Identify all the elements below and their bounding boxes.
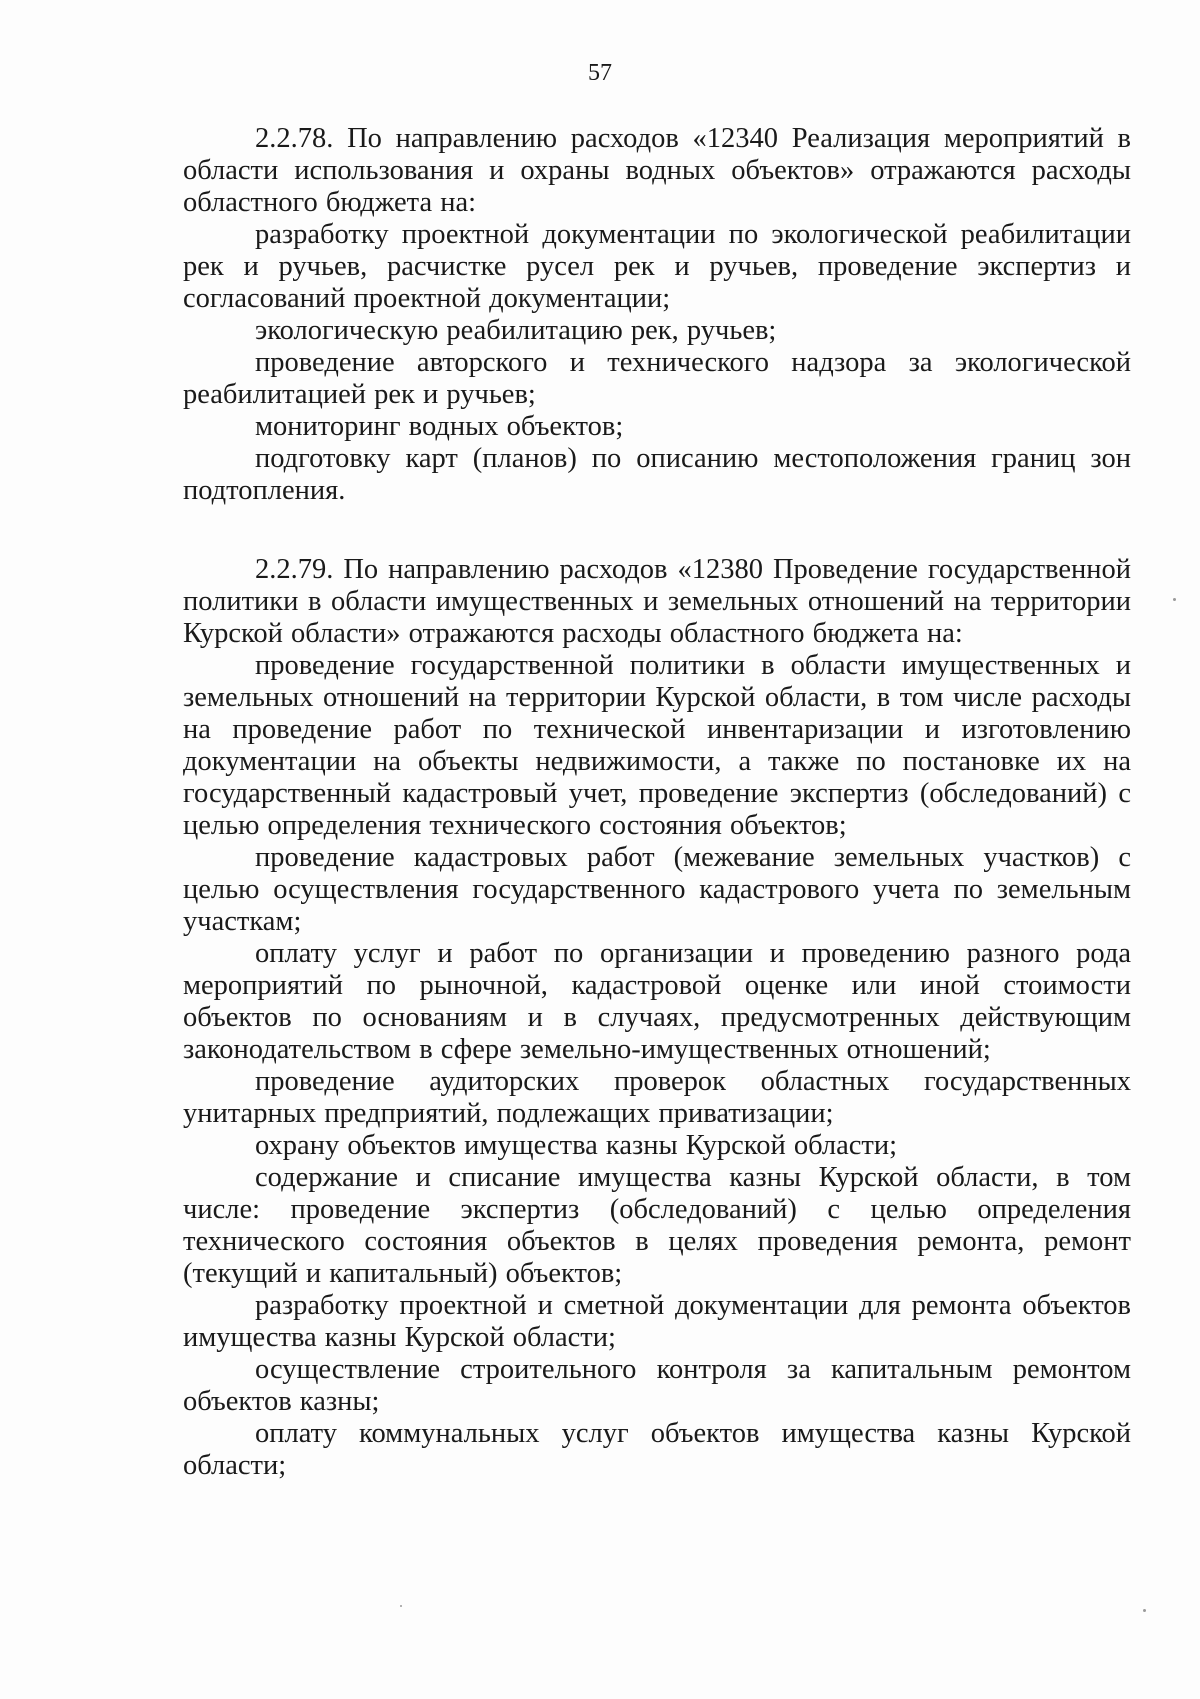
scan-speck [1173, 598, 1176, 601]
document-body [183, 123, 1131, 1482]
section-heading-paragraph: 2.2.78. По направлению расходов «12340 Реализация мероприятий в области использования и охраны водных объектов» отражаются расходы областного бюджета на: [183, 123, 1131, 218]
list-item: охрану объектов имущества казны Курской области; [255, 1130, 898, 1161]
scan-speck [400, 1605, 402, 1607]
list-item: осуществление строительного контроля за капитальным ремонтом объектов казны; [183, 1354, 1131, 1417]
list-item: проведение государственной политики в области имущественных и земельных отношений на территории Курской области, в том числе расходы на проведение работ по технической инвентаризации и изготовлению документации на объекты недвижимости, а также по постановке их на государственный кадастровый учет, проведение экспертиз (обследований) с целью определения технического состояния объектов; [183, 650, 1131, 841]
list-item: подготовку карт (планов) по описанию местоположения границ зон подтопления. [183, 443, 1131, 506]
section-2-2-78 [183, 123, 1131, 507]
list-item: оплату услуг и работ по организации и проведению разного рода мероприятий по рыночной, кадастровой оценке или иной стоимости объектов по основаниям и в случаях, предусмотренных действующим законодательством в сфере земельно-имущественных отношений; [183, 938, 1131, 1065]
section-heading-paragraph: 2.2.79. По направлению расходов «12380 Проведение государственной политики в области имущественных и земельных отношений на территории Курской области» отражаются расходы областного бюджета на: [183, 554, 1131, 649]
scan-speck [1143, 1609, 1146, 1612]
list-item: разработку проектной документации по экологической реабилитации рек и ручьев, расчистке русел рек и ручьев, проведение экспертиз и согласований проектной документации; [183, 219, 1131, 314]
section-2-2-79 [183, 554, 1131, 1482]
list-item: оплату коммунальных услуг объектов имущества казны Курской области; [183, 1418, 1131, 1481]
list-item: проведение аудиторских проверок областных государственных унитарных предприятий, подлежащих приватизации; [183, 1066, 1131, 1129]
page-number: 57 [588, 60, 612, 86]
list-item: содержание и списание имущества казны Курской области, в том числе: проведение экспертиз (обследований) с целью определения технического состояния объектов в целях проведения ремонта, ремонт (текущий и капитальный) объектов; [183, 1162, 1131, 1289]
list-item: мониторинг водных объектов; [255, 411, 624, 442]
list-item: проведение кадастровых работ (межевание земельных участков) с целью осуществления государственного кадастрового учета по земельным участкам; [183, 842, 1131, 937]
list-item: разработку проектной и сметной документации для ремонта объектов имущества казны Курской области; [183, 1290, 1131, 1353]
section-gap [183, 507, 1131, 554]
list-item: экологическую реабилитацию рек, ручьев; [255, 315, 777, 346]
list-item: проведение авторского и технического надзора за экологической реабилитацией рек и ручьев; [183, 347, 1131, 410]
